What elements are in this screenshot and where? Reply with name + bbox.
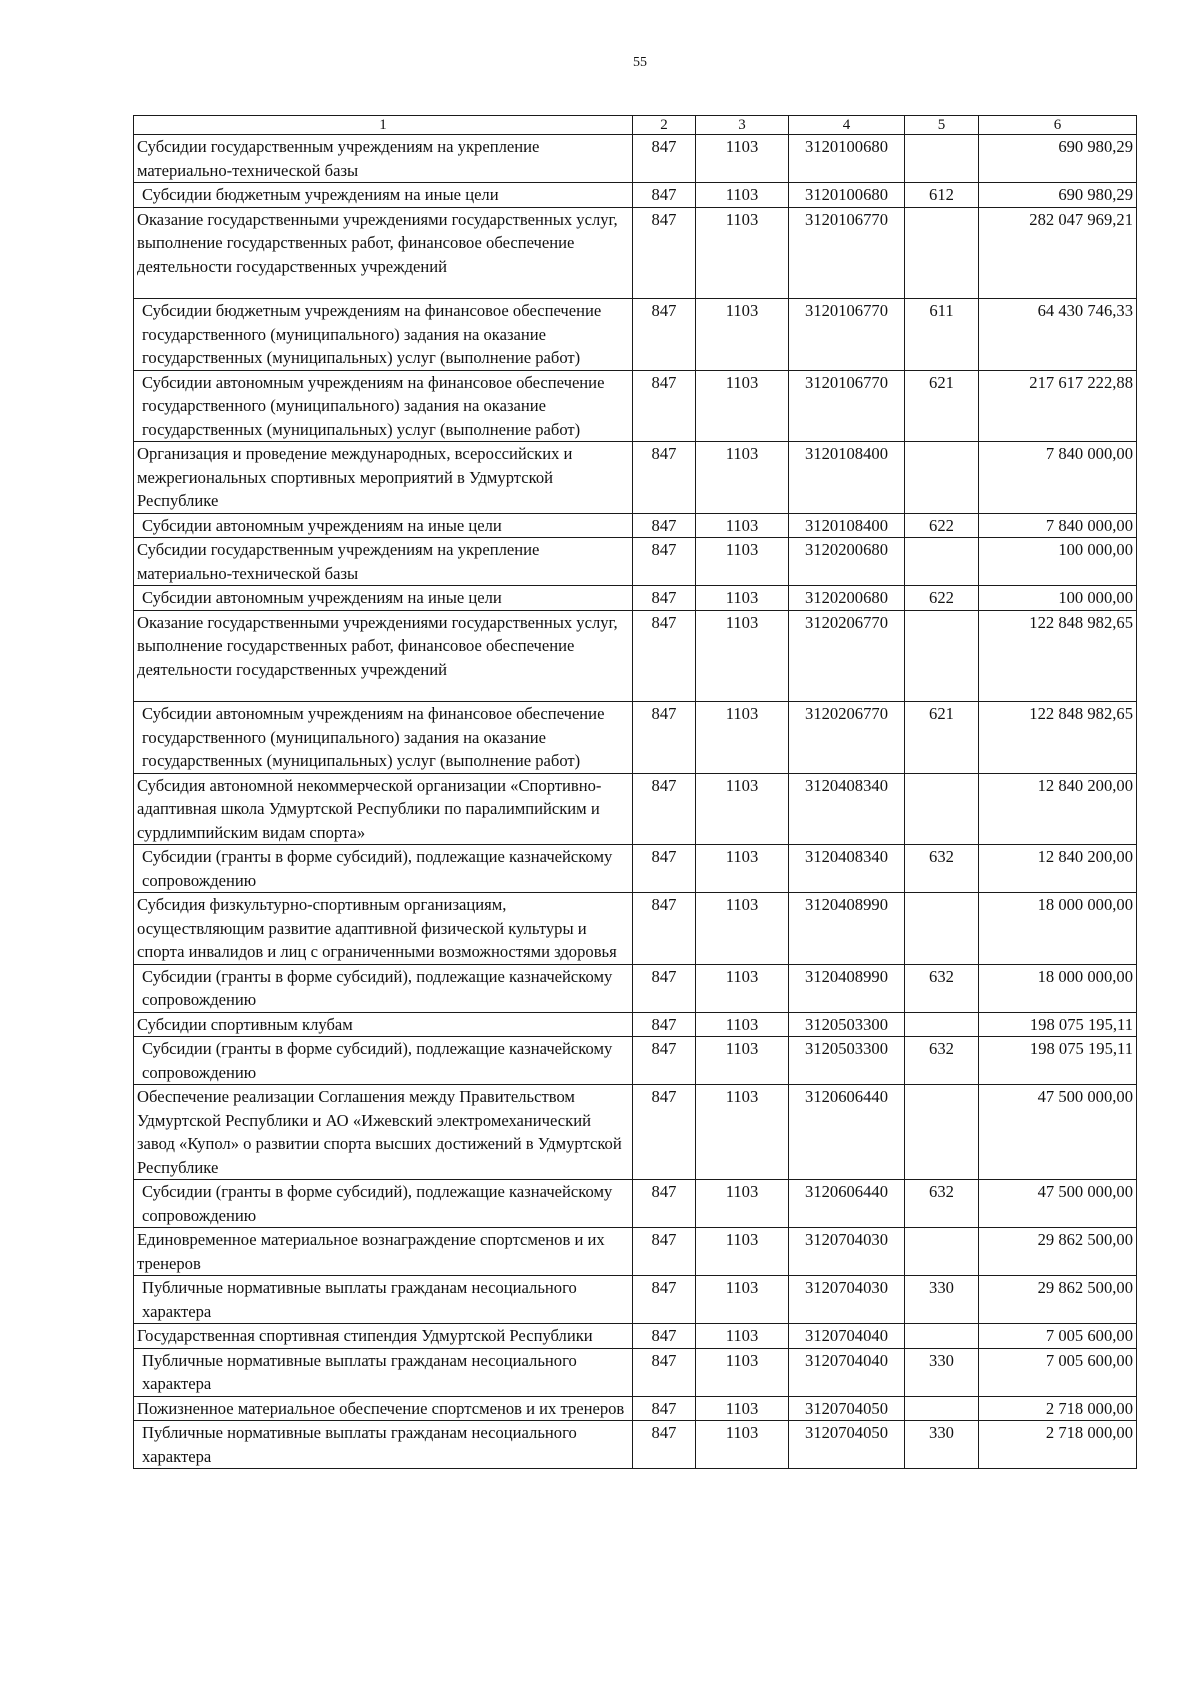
- row-target-code: 3120408340: [789, 773, 905, 845]
- row-target-code: 3120206770: [789, 702, 905, 774]
- row-admin-code: 847: [633, 1180, 696, 1228]
- row-admin-code: 847: [633, 1276, 696, 1324]
- row-amount: 7 840 000,00: [979, 513, 1137, 538]
- row-admin-code: 847: [633, 1085, 696, 1180]
- header-col-4: 4: [789, 116, 905, 135]
- row-target-code: 3120206770: [789, 610, 905, 702]
- row-expense-type: 632: [905, 964, 979, 1012]
- table-row: [134, 1228, 1137, 1276]
- row-name: Субсидии бюджетным учреждениям на финансовое обеспечение государственного (муниципального) задания на оказание государственных (муниципальных) услуг (выполнение работ): [134, 299, 633, 371]
- row-target-code: 3120704050: [789, 1396, 905, 1421]
- row-expense-type: 330: [905, 1348, 979, 1396]
- row-amount: 7 005 600,00: [979, 1324, 1137, 1349]
- row-admin-code: 847: [633, 207, 696, 299]
- row-expense-type: 330: [905, 1276, 979, 1324]
- row-expense-type: 621: [905, 702, 979, 774]
- row-section-code: 1103: [696, 845, 789, 893]
- row-name: Субсидии автономным учреждениям на иные цели: [134, 586, 633, 611]
- table-row: [134, 513, 1137, 538]
- row-section-code: 1103: [696, 586, 789, 611]
- row-expense-type: [905, 1324, 979, 1349]
- row-target-code: 3120503300: [789, 1037, 905, 1085]
- table-row: [134, 586, 1137, 611]
- row-section-code: 1103: [696, 207, 789, 299]
- header-row: [134, 116, 1137, 135]
- row-expense-type: 632: [905, 1037, 979, 1085]
- row-expense-type: [905, 442, 979, 514]
- row-expense-type: 622: [905, 513, 979, 538]
- row-target-code: 3120108400: [789, 513, 905, 538]
- row-admin-code: 847: [633, 513, 696, 538]
- row-amount: 64 430 746,33: [979, 299, 1137, 371]
- row-section-code: 1103: [696, 442, 789, 514]
- row-expense-type: [905, 610, 979, 702]
- row-target-code: 3120503300: [789, 1012, 905, 1037]
- row-amount: 18 000 000,00: [979, 964, 1137, 1012]
- row-admin-code: 847: [633, 442, 696, 514]
- row-name: Субсидии государственным учреждениям на укрепление материально-технической базы: [134, 538, 633, 586]
- table-row: [134, 773, 1137, 845]
- row-target-code: 3120606440: [789, 1085, 905, 1180]
- row-amount: 122 848 982,65: [979, 702, 1137, 774]
- row-admin-code: 847: [633, 1012, 696, 1037]
- header-col-3: 3: [696, 116, 789, 135]
- header-col-6: 6: [979, 116, 1137, 135]
- row-target-code: 3120408340: [789, 845, 905, 893]
- row-admin-code: 847: [633, 845, 696, 893]
- row-admin-code: 847: [633, 538, 696, 586]
- row-section-code: 1103: [696, 610, 789, 702]
- table-row: [134, 442, 1137, 514]
- row-expense-type: 632: [905, 845, 979, 893]
- row-amount: 100 000,00: [979, 538, 1137, 586]
- row-expense-type: [905, 1012, 979, 1037]
- row-amount: 12 840 200,00: [979, 845, 1137, 893]
- table-row: [134, 183, 1137, 208]
- table-row: [134, 1396, 1137, 1421]
- row-amount: 18 000 000,00: [979, 893, 1137, 965]
- row-section-code: 1103: [696, 1012, 789, 1037]
- row-target-code: 3120704030: [789, 1276, 905, 1324]
- row-name: Субсидии государственным учреждениям на укрепление материально-технической базы: [134, 135, 633, 183]
- row-admin-code: 847: [633, 610, 696, 702]
- row-section-code: 1103: [696, 1228, 789, 1276]
- row-admin-code: 847: [633, 586, 696, 611]
- row-target-code: 3120606440: [789, 1180, 905, 1228]
- row-section-code: 1103: [696, 1276, 789, 1324]
- row-section-code: 1103: [696, 1085, 789, 1180]
- row-name: Организация и проведение международных, всероссийских и межрегиональных спортивных мероприятий в Удмуртской Республике: [134, 442, 633, 514]
- table-row: [134, 370, 1137, 442]
- header-col-5: 5: [905, 116, 979, 135]
- header-col-2: 2: [633, 116, 696, 135]
- row-name: Субсидии (гранты в форме субсидий), подлежащие казначейскому сопровождению: [134, 1180, 633, 1228]
- table-row: [134, 1348, 1137, 1396]
- row-target-code: 3120106770: [789, 299, 905, 371]
- row-expense-type: [905, 1085, 979, 1180]
- table-row: [134, 135, 1137, 183]
- table-row: [134, 1276, 1137, 1324]
- row-name: Субсидии (гранты в форме субсидий), подлежащие казначейскому сопровождению: [134, 964, 633, 1012]
- row-amount: 690 980,29: [979, 135, 1137, 183]
- row-name: Обеспечение реализации Соглашения между Правительством Удмуртской Республики и АО «Ижевский электромеханический завод «Купол» о развитии спорта высших достижений в Удмуртской Республике: [134, 1085, 633, 1180]
- table-row: [134, 207, 1137, 299]
- table-row: [134, 1324, 1137, 1349]
- row-amount: 282 047 969,21: [979, 207, 1137, 299]
- table-row: [134, 1421, 1137, 1469]
- row-name: Субсидии (гранты в форме субсидий), подлежащие казначейскому сопровождению: [134, 1037, 633, 1085]
- row-target-code: 3120704050: [789, 1421, 905, 1469]
- row-name: Субсидии (гранты в форме субсидий), подлежащие казначейскому сопровождению: [134, 845, 633, 893]
- row-section-code: 1103: [696, 1421, 789, 1469]
- row-expense-type: 622: [905, 586, 979, 611]
- row-section-code: 1103: [696, 964, 789, 1012]
- row-admin-code: 847: [633, 1324, 696, 1349]
- row-expense-type: 611: [905, 299, 979, 371]
- row-amount: 100 000,00: [979, 586, 1137, 611]
- row-name: Субсидии автономным учреждениям на иные цели: [134, 513, 633, 538]
- row-admin-code: 847: [633, 1228, 696, 1276]
- row-amount: 690 980,29: [979, 183, 1137, 208]
- row-admin-code: 847: [633, 1037, 696, 1085]
- row-admin-code: 847: [633, 370, 696, 442]
- row-expense-type: 621: [905, 370, 979, 442]
- row-amount: 29 862 500,00: [979, 1228, 1137, 1276]
- row-admin-code: 847: [633, 702, 696, 774]
- row-target-code: 3120704040: [789, 1348, 905, 1396]
- table-row: [134, 964, 1137, 1012]
- table-row: [134, 610, 1137, 702]
- page-number: 55: [633, 55, 647, 70]
- row-admin-code: 847: [633, 1396, 696, 1421]
- row-expense-type: [905, 135, 979, 183]
- row-section-code: 1103: [696, 513, 789, 538]
- row-amount: 122 848 982,65: [979, 610, 1137, 702]
- row-name: Субсидии автономным учреждениям на финансовое обеспечение государственного (муниципального) задания на оказание государственных (муниципальных) услуг (выполнение работ): [134, 702, 633, 774]
- row-amount: 2 718 000,00: [979, 1396, 1137, 1421]
- row-amount: 198 075 195,11: [979, 1012, 1137, 1037]
- header-col-1: 1: [134, 116, 633, 135]
- row-name: Единовременное материальное вознаграждение спортсменов и их тренеров: [134, 1228, 633, 1276]
- row-expense-type: [905, 538, 979, 586]
- row-amount: 12 840 200,00: [979, 773, 1137, 845]
- row-name: Субсидии бюджетным учреждениям на иные цели: [134, 183, 633, 208]
- row-expense-type: 612: [905, 183, 979, 208]
- row-name: Публичные нормативные выплаты гражданам несоциального характера: [134, 1421, 633, 1469]
- row-section-code: 1103: [696, 1396, 789, 1421]
- row-admin-code: 847: [633, 964, 696, 1012]
- row-amount: 198 075 195,11: [979, 1037, 1137, 1085]
- row-expense-type: [905, 1228, 979, 1276]
- row-name: Пожизненное материальное обеспечение спортсменов и их тренеров: [134, 1396, 633, 1421]
- row-admin-code: 847: [633, 893, 696, 965]
- table-row: [134, 538, 1137, 586]
- row-expense-type: [905, 1396, 979, 1421]
- table-row: [134, 845, 1137, 893]
- row-section-code: 1103: [696, 538, 789, 586]
- row-expense-type: [905, 207, 979, 299]
- row-name: Субсидии спортивным клубам: [134, 1012, 633, 1037]
- row-section-code: 1103: [696, 1324, 789, 1349]
- row-expense-type: [905, 893, 979, 965]
- row-amount: 47 500 000,00: [979, 1085, 1137, 1180]
- row-target-code: 3120100680: [789, 135, 905, 183]
- row-name: Оказание государственными учреждениями государственных услуг, выполнение государственных работ, финансовое обеспечение деятельности государственных учреждений: [134, 610, 633, 702]
- row-section-code: 1103: [696, 1037, 789, 1085]
- row-name: Публичные нормативные выплаты гражданам несоциального характера: [134, 1276, 633, 1324]
- table-row: [134, 299, 1137, 371]
- row-section-code: 1103: [696, 702, 789, 774]
- table-row: [134, 1012, 1137, 1037]
- row-name: Оказание государственными учреждениями государственных услуг, выполнение государственных работ, финансовое обеспечение деятельности государственных учреждений: [134, 207, 633, 299]
- row-section-code: 1103: [696, 1180, 789, 1228]
- row-target-code: 3120408990: [789, 893, 905, 965]
- row-target-code: 3120200680: [789, 586, 905, 611]
- table-row: [134, 893, 1137, 965]
- row-name: Субсидия физкультурно-спортивным организациям, осуществляющим развитие адаптивной физической культуры и спорта инвалидов и лиц с ограниченными возможностями здоровья: [134, 893, 633, 965]
- row-amount: 2 718 000,00: [979, 1421, 1137, 1469]
- row-amount: 29 862 500,00: [979, 1276, 1137, 1324]
- row-amount: 7 005 600,00: [979, 1348, 1137, 1396]
- table-row: [134, 1085, 1137, 1180]
- row-target-code: 3120200680: [789, 538, 905, 586]
- row-target-code: 3120108400: [789, 442, 905, 514]
- row-section-code: 1103: [696, 1348, 789, 1396]
- row-expense-type: 330: [905, 1421, 979, 1469]
- row-name: Субсидия автономной некоммерческой организации «Спортивно-адаптивная школа Удмуртской Республики по паралимпийским и сурдлимпийским видам спорта»: [134, 773, 633, 845]
- table-row: [134, 702, 1137, 774]
- row-section-code: 1103: [696, 893, 789, 965]
- row-section-code: 1103: [696, 183, 789, 208]
- row-target-code: 3120704030: [789, 1228, 905, 1276]
- table-row: [134, 1180, 1137, 1228]
- budget-table: [133, 115, 1137, 1469]
- row-admin-code: 847: [633, 135, 696, 183]
- table-row: [134, 1037, 1137, 1085]
- row-section-code: 1103: [696, 773, 789, 845]
- row-amount: 47 500 000,00: [979, 1180, 1137, 1228]
- row-section-code: 1103: [696, 135, 789, 183]
- row-target-code: 3120408990: [789, 964, 905, 1012]
- row-target-code: 3120704040: [789, 1324, 905, 1349]
- row-target-code: 3120100680: [789, 183, 905, 208]
- row-admin-code: 847: [633, 183, 696, 208]
- row-amount: 7 840 000,00: [979, 442, 1137, 514]
- row-name: Публичные нормативные выплаты гражданам несоциального характера: [134, 1348, 633, 1396]
- row-admin-code: 847: [633, 1348, 696, 1396]
- row-expense-type: [905, 773, 979, 845]
- row-amount: 217 617 222,88: [979, 370, 1137, 442]
- row-admin-code: 847: [633, 299, 696, 371]
- row-admin-code: 847: [633, 1421, 696, 1469]
- row-target-code: 3120106770: [789, 370, 905, 442]
- row-expense-type: 632: [905, 1180, 979, 1228]
- row-name: Субсидии автономным учреждениям на финансовое обеспечение государственного (муниципального) задания на оказание государственных (муниципальных) услуг (выполнение работ): [134, 370, 633, 442]
- row-target-code: 3120106770: [789, 207, 905, 299]
- row-section-code: 1103: [696, 299, 789, 371]
- row-admin-code: 847: [633, 773, 696, 845]
- row-section-code: 1103: [696, 370, 789, 442]
- row-name: Государственная спортивная стипендия Удмуртской Республики: [134, 1324, 633, 1349]
